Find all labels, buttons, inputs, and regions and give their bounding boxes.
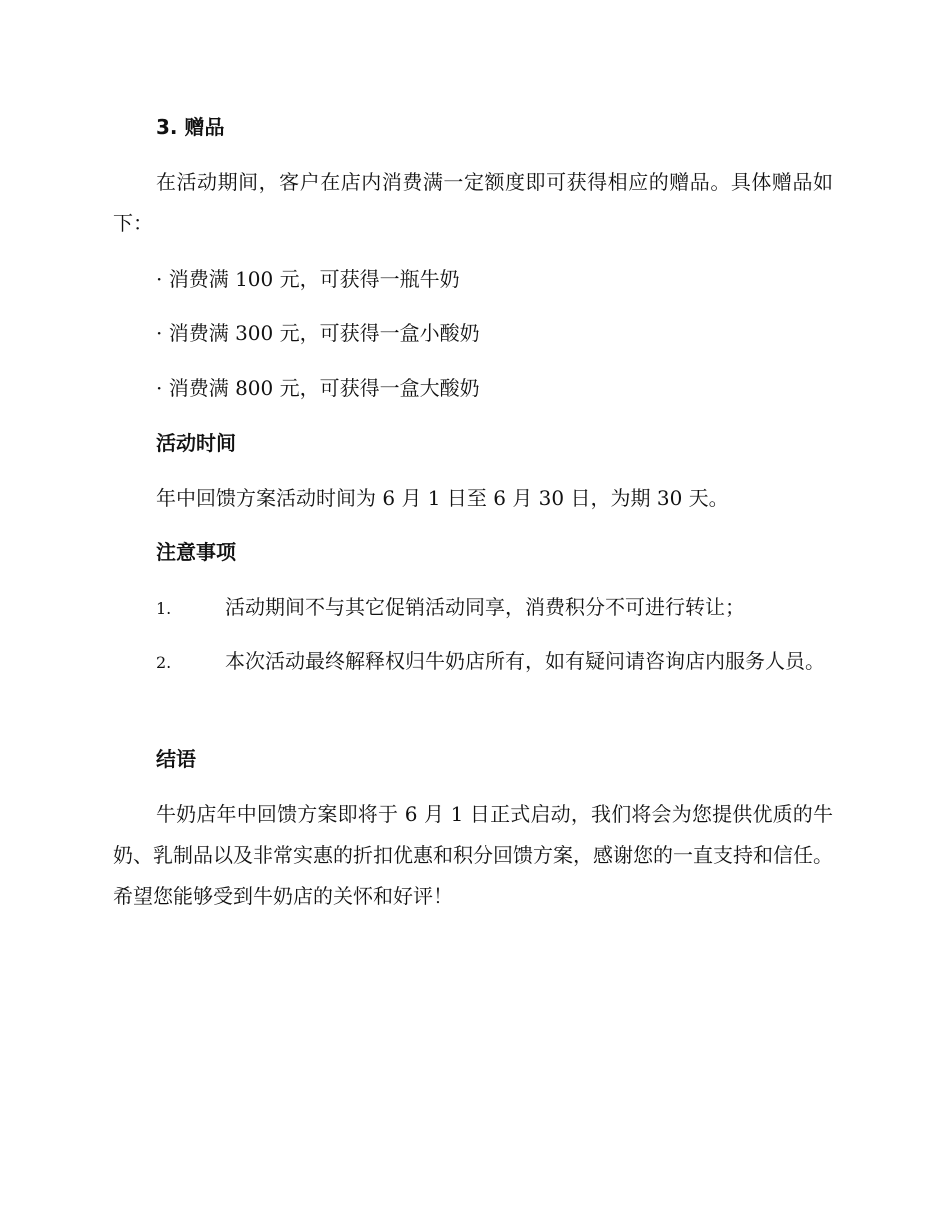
section-heading-notes: 注意事项 xyxy=(156,540,236,564)
closing-paragraph: 牛奶店年中回馈方案即将于 6 月 1 日正式启动，我们将会为您提供优质的牛奶、乳制品以及非常实惠的折扣优惠和积分回馈方案，感谢您的一直支持和信任。希望您能够受到牛奶店的关怀和好评！ xyxy=(113,802,833,908)
schedule-paragraph: 年中回馈方案活动时间为 6 月 1 日至 6 月 30 日，为期 30 天。 xyxy=(156,486,729,510)
note-number: 2. xyxy=(156,653,172,672)
gift-item: · 消费满 800 元，可获得一盒大酸奶 xyxy=(156,376,480,400)
note-text: 活动期间不与其它促销活动同享，消费积分不可进行转让； xyxy=(225,595,745,619)
gifts-intro-paragraph: 在活动期间，客户在店内消费满一定额度即可获得相应的赠品。具体赠品如下： xyxy=(113,170,833,235)
section-heading-schedule: 活动时间 xyxy=(156,431,236,455)
note-text: 本次活动最终解释权归牛奶店所有，如有疑问请咨询店内服务人员。 xyxy=(225,649,825,673)
note-number: 1. xyxy=(156,599,172,618)
note-item xyxy=(113,587,833,629)
section-heading-closing: 结语 xyxy=(156,747,196,771)
gift-item: · 消费满 100 元，可获得一瓶牛奶 xyxy=(156,267,460,291)
note-item xyxy=(113,641,833,683)
section-heading-gifts: 3. 赠品 xyxy=(156,115,225,139)
gift-item: · 消费满 300 元，可获得一盒小酸奶 xyxy=(156,321,480,345)
